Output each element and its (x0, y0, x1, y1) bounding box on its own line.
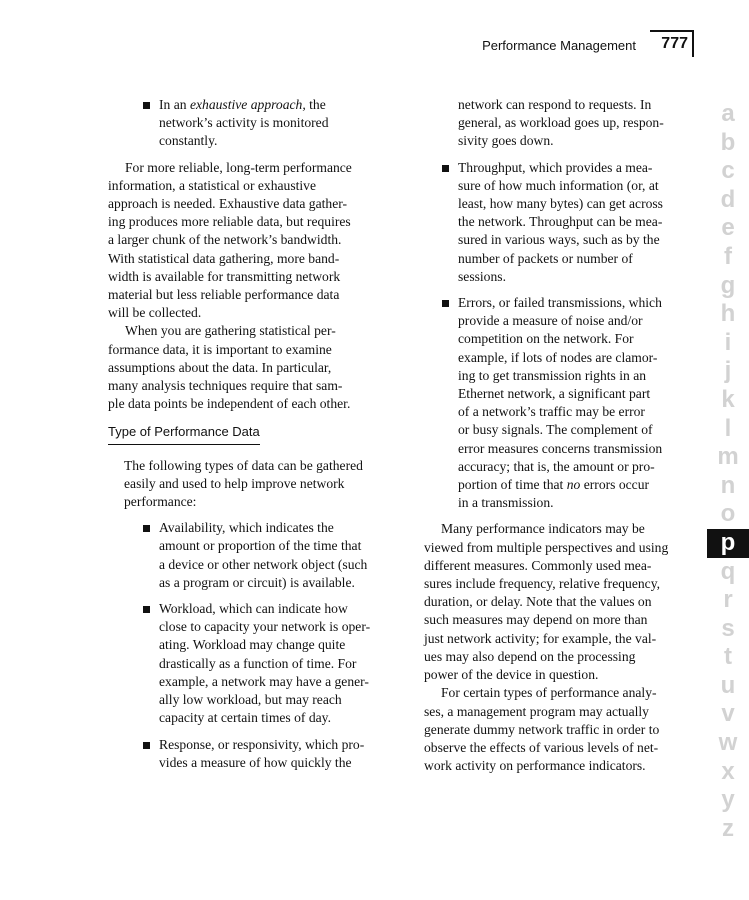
text-line: number of packets or number of (458, 250, 633, 266)
header-corner-vertical-rule (692, 30, 694, 57)
text-line: many analysis techniques require that sam- (108, 378, 343, 394)
text-line: amount or proportion of the time that (159, 538, 362, 554)
text-line: ing to get transmission rights in an (458, 367, 647, 383)
text-line: in a transmission. (458, 495, 554, 511)
text-line: Errors, or failed transmissions, which (458, 295, 662, 311)
text-line: Availability, which indicates the (159, 520, 334, 536)
text-line: work activity on performance indicators. (424, 758, 646, 774)
thumb-tab-y: y (721, 786, 735, 814)
text-line: error measures concerns transmission (458, 440, 663, 456)
bullet-response (108, 736, 394, 772)
bullet-errors (424, 294, 692, 512)
thumb-tab-k: k (721, 385, 735, 413)
page-number: 777 (661, 35, 688, 52)
thumb-tab-z: z (722, 814, 734, 842)
thumb-tab-l: l (724, 414, 732, 442)
thumb-tab-x: x (721, 757, 735, 785)
text-line: performance: (124, 494, 197, 510)
text: In an (159, 97, 190, 112)
paragraph-types-intro (108, 457, 394, 512)
thumb-tab-d: d (720, 185, 736, 213)
text-line: observe the effects of various levels of net- (424, 739, 659, 755)
text-line: For certain types of performance analy- (441, 685, 657, 701)
bullet-throughput (424, 159, 692, 286)
text-line: least, how many bytes) can get across (458, 196, 663, 212)
thumb-tab-h: h (720, 300, 736, 328)
text-line: the network. Throughput can be mea- (458, 214, 663, 230)
running-header-title: Performance Management (482, 38, 636, 53)
text-line: network can respond to requests. In (458, 97, 652, 112)
thumb-tab-q: q (720, 557, 736, 585)
paragraph-dummy-traffic (424, 684, 692, 775)
text-line: generate dummy network traffic in order to (424, 721, 660, 737)
thumb-tab-r: r (723, 586, 733, 614)
thumb-tab-j: j (724, 357, 732, 385)
thumb-tab-n: n (720, 471, 736, 499)
text: the (305, 97, 326, 112)
header-corner-horizontal-rule (650, 30, 694, 32)
thumb-tab-b: b (720, 128, 736, 156)
text-line: general, as workload goes up, respon- (458, 115, 664, 131)
text-line: competition on the network. For (458, 331, 634, 347)
thumb-tab-o: o (720, 500, 736, 528)
text-line: capacity at certain times of day. (159, 710, 331, 726)
thumb-tab-w: w (718, 729, 738, 757)
text-line: easily and used to help improve network (124, 475, 345, 491)
text-line: Ethernet network, a significant part (458, 386, 651, 402)
response-continuation (424, 96, 692, 151)
text-line: such measures may depend on more than (424, 612, 648, 628)
text-line: example, a network may have a gener- (159, 673, 369, 689)
text-line: close to capacity your network is oper- (159, 619, 371, 635)
thumb-tab-e: e (721, 214, 735, 242)
text-line: sivity goes down. (458, 133, 554, 149)
text-line: Throughput, which provides a mea- (458, 159, 653, 175)
text-line: Response, or responsivity, which pro- (159, 736, 365, 752)
thumb-tab-a: a (721, 100, 735, 127)
bullet-availability (108, 519, 394, 592)
text-line: Many performance indicators may be (441, 521, 645, 537)
text-line: ple data points be independent of each other. (108, 396, 351, 412)
text-line: sured in various ways, such as by the (458, 232, 660, 248)
thumb-tab-p: p (707, 529, 749, 558)
text-line: The following types of data can be gathered (124, 457, 363, 473)
text-line: duration, or delay. Note that the values on (424, 594, 652, 610)
thumb-tab-u: u (720, 671, 736, 699)
text-line: as a program or circuit) is available. (159, 574, 355, 590)
left-column (108, 96, 394, 780)
thumb-tab-f: f (724, 242, 732, 270)
thumb-tab-v: v (721, 700, 735, 728)
text-line: constantly. (159, 133, 218, 149)
running-header (420, 30, 694, 58)
text-line: material but less reliable performance data (108, 287, 340, 303)
text-line: drastically as a function of time. For (159, 655, 357, 671)
text-line: of a network’s traffic may be error (458, 404, 645, 420)
text-line: vides a measure of how quickly the (159, 754, 352, 770)
text-line: viewed from multiple perspectives and using (424, 539, 669, 555)
thumb-tab-i: i (724, 328, 732, 356)
thumb-tab-g: g (720, 271, 736, 299)
text-line: a larger chunk of the network’s bandwidth. (108, 232, 342, 248)
text-line: assumptions about the data. In particular, (108, 359, 332, 375)
text-line: ating. Workload may change quite (159, 637, 346, 653)
paragraph-statistical-data (108, 322, 394, 413)
text-line: approach is needed. Exhaustive data gather- (108, 196, 348, 212)
emphasis-exhaustive-approach: exhaustive approach, (189, 97, 306, 112)
text-line: ues may also depend on the processing (424, 648, 636, 664)
text-line: width is available for transmitting network (108, 268, 341, 284)
text-line: just network activity; for example, the val- (424, 630, 657, 646)
alphabet-thumb-index (707, 100, 749, 843)
text: errors occur (580, 477, 650, 493)
text: portion of time that (458, 477, 567, 493)
text-line: sessions. (458, 268, 506, 284)
text-line: different measures. Commonly used mea- (424, 557, 652, 573)
text-line: For more reliable, long-term performance (125, 159, 352, 175)
paragraph-performance-indicators (424, 520, 692, 684)
text-line: accuracy; that is, the amount or pro- (458, 458, 655, 474)
text-line: will be collected. (108, 305, 202, 321)
thumb-tab-m: m (717, 443, 739, 471)
text-line: example, if lots of nodes are clamor- (458, 349, 658, 365)
text-line: sure of how much information (or, at (458, 177, 659, 193)
text-line: When you are gathering statistical per- (125, 323, 336, 339)
text-line: ing produces more reliable data, but requires (108, 214, 351, 230)
text-line: Workload, which can indicate how (159, 601, 348, 617)
text-line: a device or other network object (such (159, 556, 368, 572)
text-line: sures include frequency, relative frequency, (424, 576, 661, 592)
thumb-tab-c: c (721, 157, 735, 185)
emphasis-no: no (566, 477, 581, 493)
text-line: formance data, it is important to examine (108, 341, 332, 357)
thumb-tab-t: t (724, 643, 732, 671)
text-line: information, a statistical or exhaustive (108, 177, 317, 193)
text-line: network’s activity is monitored (159, 115, 329, 131)
paragraph-reliable-performance (108, 159, 394, 323)
bullet-workload (108, 600, 394, 727)
bullet-exhaustive-approach (108, 96, 394, 151)
text-line: or busy signals. The complement of (458, 422, 653, 438)
text-line: provide a measure of noise and/or (458, 313, 643, 329)
section-heading-type-of-performance-data: Type of Performance Data (108, 423, 260, 444)
text-line: With statistical data gathering, more band- (108, 250, 340, 266)
text-line: power of the device in question. (424, 667, 599, 683)
text-line: ally low workload, but may reach (159, 692, 342, 708)
thumb-tab-s: s (721, 614, 735, 642)
text-line: ses, a management program may actually (424, 703, 649, 719)
right-column (424, 96, 692, 775)
